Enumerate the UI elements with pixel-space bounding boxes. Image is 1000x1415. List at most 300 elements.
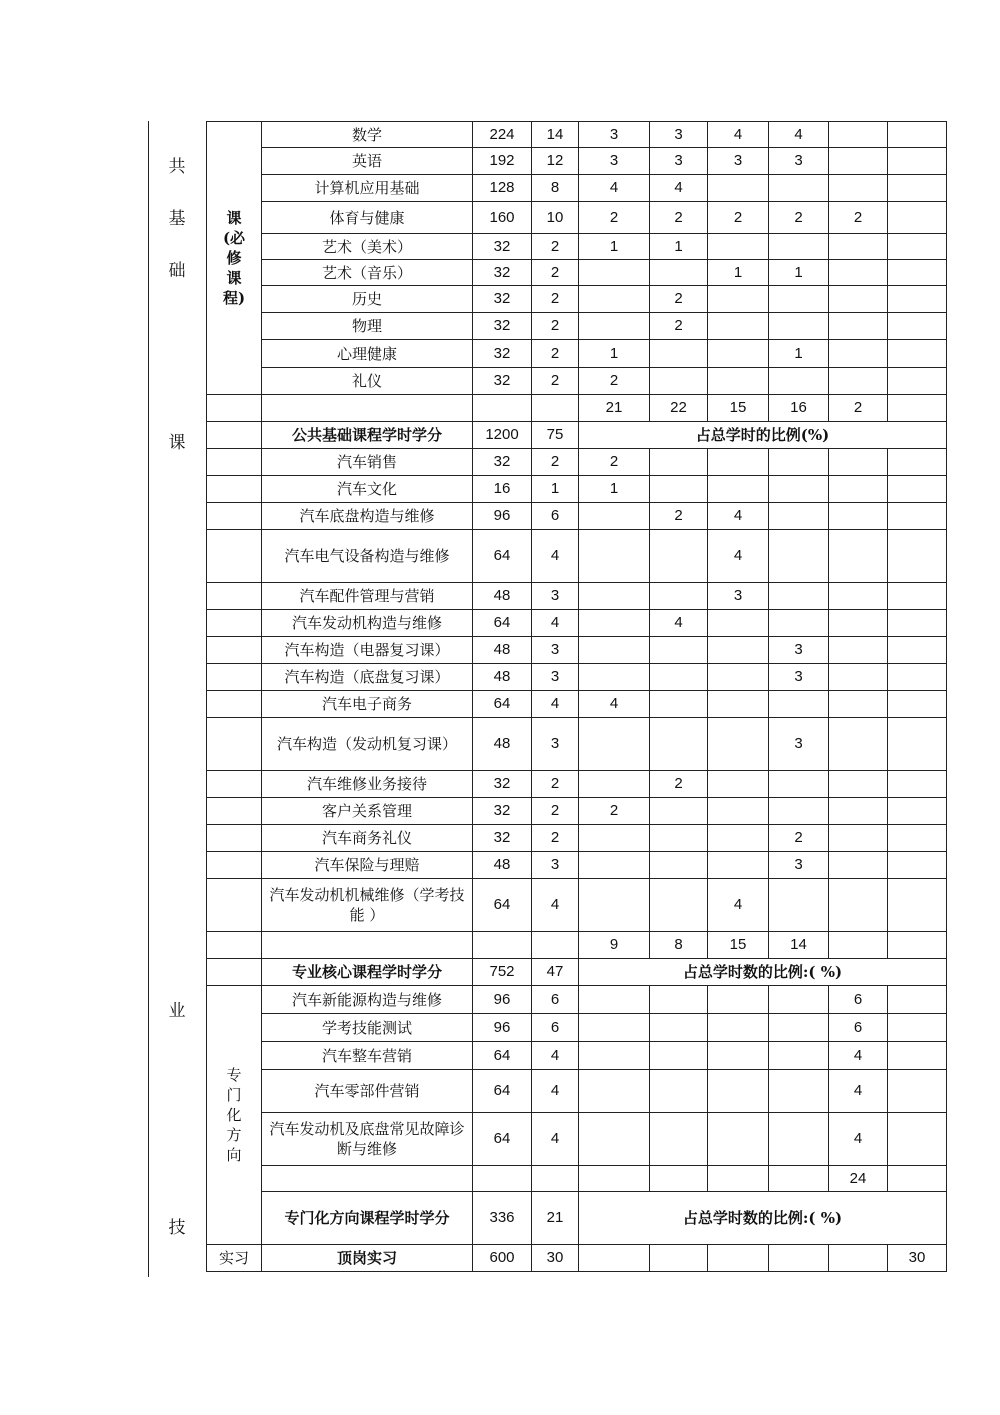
semester-hours-cell <box>888 340 947 368</box>
blank-cell <box>650 986 708 1014</box>
side-label: 共 <box>168 157 186 177</box>
semester-hours-cell <box>888 530 947 583</box>
course-hours: 96 <box>473 503 532 530</box>
blank-cell <box>579 1014 650 1042</box>
semester-hours-cell: 4 <box>829 1113 888 1166</box>
semester-hours-cell: 30 <box>888 1245 947 1272</box>
semester-hours-cell <box>888 286 947 313</box>
semester-hours-cell <box>708 852 769 879</box>
table-row <box>207 932 947 959</box>
semester-hours-cell: 2 <box>579 368 650 395</box>
blank-cell <box>888 932 947 959</box>
semester-hours-cell: 2 <box>650 202 708 234</box>
blank-cell <box>207 959 262 986</box>
semester-hours-cell: 4 <box>708 122 769 148</box>
blank-cell <box>579 1245 650 1272</box>
blank-cell <box>769 1042 829 1070</box>
semester-hours-cell: 1 <box>769 260 829 286</box>
table-row <box>207 1192 947 1245</box>
blank-cell <box>473 395 532 422</box>
table-row <box>207 718 947 771</box>
semester-hours-cell: 3 <box>769 148 829 175</box>
semester-hours-cell: 1 <box>579 476 650 503</box>
semester-hours-cell: 4 <box>650 175 708 202</box>
blank-cell <box>708 1070 769 1113</box>
blank-cell <box>207 798 262 825</box>
group-label-char: 化 <box>226 1106 242 1124</box>
blank-cell <box>650 1014 708 1042</box>
course-hours: 96 <box>473 1014 532 1042</box>
course-name: 计算机应用基础 <box>262 175 473 202</box>
semester-hours-cell: 4 <box>829 1042 888 1070</box>
course-hours: 48 <box>473 583 532 610</box>
semester-hours-cell <box>769 476 829 503</box>
semester-hours-cell <box>829 476 888 503</box>
semester-hours-cell: 4 <box>829 1070 888 1113</box>
semester-hours-cell <box>829 286 888 313</box>
semester-hours-cell <box>579 286 650 313</box>
semester-hours-cell <box>708 771 769 798</box>
semester-hours-cell <box>829 313 888 340</box>
semester-hours-cell <box>579 879 650 932</box>
blank-cell <box>769 1166 829 1192</box>
semester-hours-cell: 4 <box>579 691 650 718</box>
course-hours: 224 <box>473 122 532 148</box>
semester-hours-cell <box>888 637 947 664</box>
blank-cell <box>207 610 262 637</box>
semester-hours-cell <box>829 175 888 202</box>
semester-hours-cell <box>888 122 947 148</box>
semester-hours-cell: 3 <box>708 148 769 175</box>
blank-cell <box>207 879 262 932</box>
semester-hours-cell <box>708 637 769 664</box>
semester-hours-cell <box>829 503 888 530</box>
course-hours: 128 <box>473 175 532 202</box>
course-name: 汽车文化 <box>262 476 473 503</box>
course-credits: 8 <box>532 175 579 202</box>
semester-hours-cell: 4 <box>579 175 650 202</box>
semester-hours-cell <box>888 260 947 286</box>
side-label: 业 <box>168 1001 186 1021</box>
semester-hours-cell: 2 <box>579 202 650 234</box>
table-row <box>207 1166 947 1192</box>
ratio-label: 占总学时数的比例:( %) <box>579 1192 947 1245</box>
semester-hours-cell <box>650 718 708 771</box>
course-credits: 10 <box>532 202 579 234</box>
semester-hours-cell <box>650 449 708 476</box>
course-credits: 4 <box>532 1113 579 1166</box>
course-name: 客户关系管理 <box>262 798 473 825</box>
course-hours: 64 <box>473 1070 532 1113</box>
semester-total-cell: 2 <box>829 395 888 422</box>
course-credits: 2 <box>532 798 579 825</box>
blank-cell <box>207 691 262 718</box>
blank-cell <box>579 1166 650 1192</box>
semester-hours-cell <box>888 368 947 395</box>
course-credits: 4 <box>532 530 579 583</box>
semester-hours-cell <box>708 798 769 825</box>
summary-credits: 47 <box>532 959 579 986</box>
semester-hours-cell <box>769 286 829 313</box>
semester-hours-cell <box>888 175 947 202</box>
semester-hours-cell <box>829 664 888 691</box>
summary-hours: 336 <box>473 1192 532 1245</box>
blank-cell <box>579 1042 650 1070</box>
semester-hours-cell <box>650 368 708 395</box>
semester-total-cell: 9 <box>579 932 650 959</box>
blank-cell <box>708 1245 769 1272</box>
ratio-label: 占总学时数的比例:( %) <box>579 959 947 986</box>
semester-hours-cell: 2 <box>829 202 888 234</box>
course-name: 汽车构造（底盘复习课） <box>262 664 473 691</box>
course-credits: 3 <box>532 664 579 691</box>
semester-hours-cell <box>829 718 888 771</box>
table-row <box>207 637 947 664</box>
course-credits: 3 <box>532 637 579 664</box>
blank-cell <box>579 986 650 1014</box>
group-label-specialized <box>207 986 262 1245</box>
blank-cell <box>650 1166 708 1192</box>
table-row <box>207 368 947 395</box>
blank-cell <box>532 395 579 422</box>
course-name: 汽车商务礼仪 <box>262 825 473 852</box>
semester-hours-cell <box>650 530 708 583</box>
semester-hours-cell: 2 <box>650 286 708 313</box>
side-label: 课 <box>168 433 186 453</box>
course-name: 历史 <box>262 286 473 313</box>
semester-hours-cell: 6 <box>829 986 888 1014</box>
group-label-char: 课 <box>226 269 242 287</box>
semester-total-cell: 14 <box>769 932 829 959</box>
course-name: 汽车电子商务 <box>262 691 473 718</box>
table-row <box>207 234 947 260</box>
semester-hours-cell <box>769 610 829 637</box>
semester-hours-cell: 4 <box>708 879 769 932</box>
semester-hours-cell: 1 <box>579 340 650 368</box>
course-name: 礼仪 <box>262 368 473 395</box>
course-hours: 64 <box>473 879 532 932</box>
table-row <box>207 1113 947 1166</box>
blank-cell <box>207 637 262 664</box>
course-name: 汽车销售 <box>262 449 473 476</box>
semester-hours-cell <box>769 771 829 798</box>
semester-hours-cell <box>888 852 947 879</box>
course-name: 汽车保险与理赔 <box>262 852 473 879</box>
semester-hours-cell <box>708 610 769 637</box>
blank-cell <box>650 1245 708 1272</box>
course-hours: 32 <box>473 234 532 260</box>
blank-cell <box>888 1014 947 1042</box>
summary-label: 专业核心课程学时学分 <box>262 959 473 986</box>
semester-hours-cell: 1 <box>708 260 769 286</box>
semester-hours-cell: 3 <box>769 852 829 879</box>
course-credits: 4 <box>532 879 579 932</box>
course-hours: 64 <box>473 530 532 583</box>
semester-hours-cell <box>650 260 708 286</box>
group-label-char: 修 <box>226 249 242 267</box>
table-row <box>207 691 947 718</box>
course-credits: 6 <box>532 986 579 1014</box>
table-row <box>207 476 947 503</box>
blank-cell <box>207 825 262 852</box>
table-row <box>207 313 947 340</box>
semester-hours-cell <box>829 583 888 610</box>
blank-cell <box>708 1042 769 1070</box>
semester-hours-cell <box>708 718 769 771</box>
table-row <box>207 610 947 637</box>
course-hours: 32 <box>473 368 532 395</box>
table-row <box>207 798 947 825</box>
course-hours: 32 <box>473 260 532 286</box>
course-hours: 64 <box>473 1042 532 1070</box>
blank-cell <box>888 986 947 1014</box>
blank-cell <box>650 1070 708 1113</box>
semester-hours-cell: 2 <box>650 313 708 340</box>
table-row <box>207 959 947 986</box>
group-label-char: 课 <box>226 209 242 227</box>
semester-hours-cell <box>769 691 829 718</box>
course-hours: 48 <box>473 637 532 664</box>
blank-cell <box>888 1070 947 1113</box>
semester-hours-cell <box>888 583 947 610</box>
semester-hours-cell: 3 <box>650 122 708 148</box>
blank-cell <box>769 1245 829 1272</box>
blank-cell <box>207 771 262 798</box>
course-name: 艺术（美术） <box>262 234 473 260</box>
semester-total-cell: 16 <box>769 395 829 422</box>
semester-hours-cell <box>708 175 769 202</box>
semester-hours-cell <box>708 691 769 718</box>
semester-hours-cell <box>708 340 769 368</box>
course-name: 英语 <box>262 148 473 175</box>
semester-hours-cell <box>769 503 829 530</box>
course-name: 汽车发动机及底盘常见故障诊断与维修 <box>262 1113 473 1166</box>
semester-hours-cell <box>829 637 888 664</box>
semester-hours-cell <box>888 503 947 530</box>
semester-hours-cell <box>769 798 829 825</box>
course-name: 汽车发动机构造与维修 <box>262 610 473 637</box>
table-row <box>207 771 947 798</box>
semester-hours-cell <box>579 530 650 583</box>
semester-hours-cell <box>579 852 650 879</box>
semester-hours-cell <box>708 476 769 503</box>
course-credits: 2 <box>532 234 579 260</box>
blank-cell <box>207 422 262 449</box>
blank-cell <box>708 1166 769 1192</box>
semester-hours-cell <box>829 234 888 260</box>
semester-hours-cell <box>888 664 947 691</box>
semester-hours-cell <box>650 879 708 932</box>
blank-cell <box>262 932 473 959</box>
semester-hours-cell <box>829 530 888 583</box>
semester-hours-cell <box>888 449 947 476</box>
blank-cell <box>769 1113 829 1166</box>
semester-hours-cell <box>769 175 829 202</box>
blank-cell <box>532 1166 579 1192</box>
course-credits: 3 <box>532 718 579 771</box>
semester-hours-cell: 3 <box>579 122 650 148</box>
semester-hours-cell <box>829 852 888 879</box>
semester-hours-cell <box>888 691 947 718</box>
semester-hours-cell <box>708 286 769 313</box>
semester-hours-cell <box>579 503 650 530</box>
blank-cell <box>207 503 262 530</box>
blank-cell <box>262 1166 473 1192</box>
semester-hours-cell <box>650 798 708 825</box>
course-hours: 32 <box>473 825 532 852</box>
course-hours: 16 <box>473 476 532 503</box>
course-credits: 3 <box>532 583 579 610</box>
group-label-public <box>207 122 262 395</box>
semester-hours-cell <box>888 718 947 771</box>
course-name: 艺术（音乐） <box>262 260 473 286</box>
course-name: 汽车构造（发动机复习课） <box>262 718 473 771</box>
semester-hours-cell <box>708 234 769 260</box>
curriculum-table-body <box>207 122 947 1272</box>
course-name: 物理 <box>262 313 473 340</box>
course-credits: 14 <box>532 122 579 148</box>
course-credits: 2 <box>532 313 579 340</box>
semester-hours-cell <box>708 368 769 395</box>
semester-hours-cell: 1 <box>579 234 650 260</box>
semester-hours-cell <box>708 825 769 852</box>
course-name: 体育与健康 <box>262 202 473 234</box>
course-credits: 2 <box>532 260 579 286</box>
semester-hours-cell: 3 <box>769 637 829 664</box>
semester-hours-cell <box>579 260 650 286</box>
table-row <box>207 530 947 583</box>
table-row <box>207 449 947 476</box>
semester-hours-cell <box>579 664 650 691</box>
blank-cell <box>207 530 262 583</box>
course-credits: 4 <box>532 1042 579 1070</box>
semester-hours-cell <box>650 637 708 664</box>
semester-hours-cell: 2 <box>708 202 769 234</box>
semester-hours-cell <box>650 340 708 368</box>
semester-hours-cell <box>650 583 708 610</box>
course-hours: 32 <box>473 286 532 313</box>
course-credits: 4 <box>532 610 579 637</box>
semester-hours-cell <box>769 313 829 340</box>
semester-hours-cell <box>829 368 888 395</box>
semester-hours-cell <box>829 122 888 148</box>
table-row <box>207 395 947 422</box>
semester-hours-cell: 4 <box>708 503 769 530</box>
table-row <box>207 503 947 530</box>
semester-hours-cell <box>579 718 650 771</box>
blank-cell <box>769 1014 829 1042</box>
semester-hours-cell: 4 <box>650 610 708 637</box>
table-row <box>207 825 947 852</box>
group-label-char: 向 <box>226 1146 242 1164</box>
table-row <box>207 986 947 1014</box>
group-label-char: 专 <box>226 1066 242 1084</box>
blank-cell <box>888 1113 947 1166</box>
semester-hours-cell <box>888 610 947 637</box>
semester-hours-cell <box>888 879 947 932</box>
course-credits: 6 <box>532 1014 579 1042</box>
semester-hours-cell <box>650 664 708 691</box>
course-credits: 4 <box>532 691 579 718</box>
course-name: 汽车电气设备构造与维修 <box>262 530 473 583</box>
semester-hours-cell: 4 <box>708 530 769 583</box>
semester-total-cell: 15 <box>708 932 769 959</box>
course-hours: 64 <box>473 1113 532 1166</box>
blank-cell <box>829 1245 888 1272</box>
side-label: 基 <box>168 209 186 229</box>
semester-hours-cell <box>769 234 829 260</box>
semester-hours-cell <box>769 530 829 583</box>
course-hours: 600 <box>473 1245 532 1272</box>
table-row <box>207 260 947 286</box>
summary-label: 专门化方向课程学时学分 <box>262 1192 473 1245</box>
blank-cell <box>769 1070 829 1113</box>
semester-hours-cell: 2 <box>650 503 708 530</box>
semester-hours-cell <box>888 798 947 825</box>
semester-hours-cell <box>650 852 708 879</box>
course-name: 汽车发动机机械维修（学考技能 ） <box>262 879 473 932</box>
semester-hours-cell <box>829 260 888 286</box>
semester-total-cell: 21 <box>579 395 650 422</box>
course-credits: 2 <box>532 771 579 798</box>
course-credits: 4 <box>532 1070 579 1113</box>
semester-hours-cell <box>650 691 708 718</box>
semester-hours-cell <box>769 879 829 932</box>
semester-hours-cell <box>888 148 947 175</box>
semester-hours-cell: 3 <box>708 583 769 610</box>
blank-cell <box>207 583 262 610</box>
semester-hours-cell: 1 <box>650 234 708 260</box>
semester-hours-cell <box>829 449 888 476</box>
semester-hours-cell <box>708 313 769 340</box>
semester-hours-cell <box>579 610 650 637</box>
group-label-char: 程) <box>222 289 246 307</box>
side-label: 技 <box>168 1218 186 1238</box>
semester-hours-cell <box>708 664 769 691</box>
semester-hours-cell <box>579 637 650 664</box>
semester-total-cell: 8 <box>650 932 708 959</box>
semester-hours-cell <box>888 234 947 260</box>
course-hours: 96 <box>473 986 532 1014</box>
course-name: 汽车整车营销 <box>262 1042 473 1070</box>
course-credits: 2 <box>532 825 579 852</box>
blank-cell <box>207 664 262 691</box>
course-hours: 160 <box>473 202 532 234</box>
blank-cell <box>579 1070 650 1113</box>
semester-hours-cell: 6 <box>829 1014 888 1042</box>
blank-cell <box>650 1042 708 1070</box>
group-label-char: 门 <box>226 1086 242 1104</box>
blank-cell <box>888 1166 947 1192</box>
semester-hours-cell <box>769 368 829 395</box>
course-hours: 32 <box>473 313 532 340</box>
semester-hours-cell: 3 <box>769 664 829 691</box>
semester-hours-cell <box>650 825 708 852</box>
table-row <box>207 1042 947 1070</box>
semester-hours-cell <box>579 583 650 610</box>
course-hours: 48 <box>473 664 532 691</box>
group-label-char: (必 <box>222 229 246 247</box>
blank-cell <box>888 395 947 422</box>
side-label: 础 <box>168 261 186 281</box>
table-row <box>207 175 947 202</box>
table-row <box>207 202 947 234</box>
course-credits: 2 <box>532 340 579 368</box>
blank-cell <box>262 395 473 422</box>
course-credits: 30 <box>532 1245 579 1272</box>
table-row <box>207 340 947 368</box>
course-name: 汽车配件管理与营销 <box>262 583 473 610</box>
